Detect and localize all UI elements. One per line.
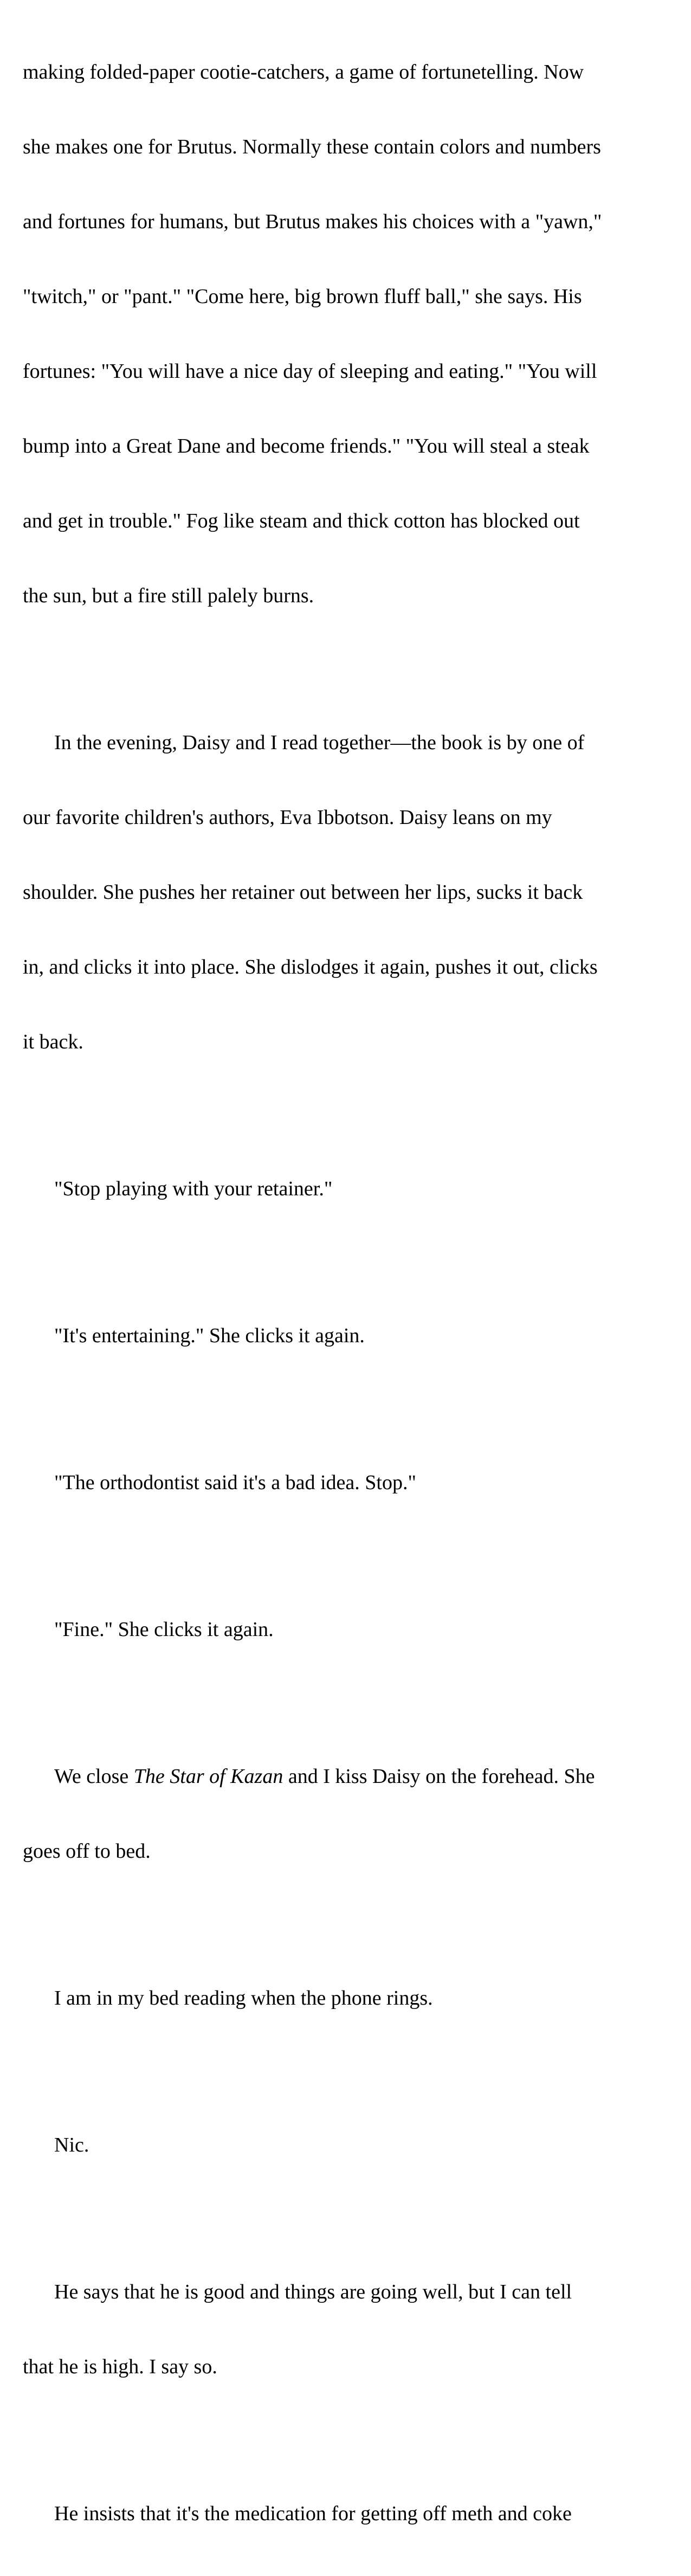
text-line: "It's entertaining." She clicks it again. (54, 1324, 365, 1347)
text-line: shoulder. She pushes her retainer out between her lips, sucks it back (23, 881, 583, 904)
text-line: and fortunes for humans, but Brutus makes his choices with a "yawn," (23, 210, 602, 233)
text-segment: We close (54, 1765, 134, 1788)
text-line: "twitch," or "pant." "Come here, big brown fluff ball," she says. His (23, 285, 582, 308)
text-line: In the evening, Daisy and I read together—the book is by one of (54, 731, 585, 754)
text-line (23, 1764, 673, 1789)
text-line: that he is high. I say so. (23, 2355, 217, 2378)
paragraph-4 (23, 1273, 673, 1398)
text-line: and get in trouble." Fog like steam and thick cotton has blocked out (23, 510, 580, 532)
text-segment: and I kiss Daisy on the forehead. She (283, 1765, 595, 1788)
paragraph-3 (23, 1126, 673, 1251)
paragraph-11 (23, 2451, 673, 2576)
text-line: goes off to bed. (23, 1840, 151, 1863)
text-line: Nic. (54, 2134, 89, 2156)
book-title: The Star of Kazan (133, 1765, 283, 1788)
text-line: our favorite children's authors, Eva Ibbotson. Daisy leans on my (23, 806, 552, 829)
paragraph-7 (23, 1714, 673, 1914)
paragraph-10 (23, 2230, 673, 2429)
paragraph-1 (23, 10, 673, 658)
text-line: the sun, but a fire still palely burns. (23, 584, 314, 607)
paragraph-8 (23, 1936, 673, 2060)
text-line: "Stop playing with your retainer." (54, 1177, 333, 1200)
text-line: "Fine." She clicks it again. (54, 1618, 274, 1641)
text-line: bump into a Great Dane and become friends." "You will steal a steak (23, 435, 590, 458)
text-line: He insists that it's the medication for getting off meth and coke (54, 2502, 572, 2525)
text-line: she makes one for Brutus. Normally these contain colors and numbers (23, 136, 601, 158)
paragraph-6 (23, 1567, 673, 1692)
text-line: "The orthodontist said it's a bad idea. Stop." (54, 1471, 416, 1494)
text-line: I am in my bed reading when the phone rings. (54, 1987, 433, 2010)
text-line: fortunes: "You will have a nice day of sleeping and eating." "You will (23, 360, 597, 383)
text-line: it back. (23, 1031, 83, 1053)
document-page (23, 10, 673, 2576)
text-line: making folded-paper cootie-catchers, a game of fortunetelling. Now (23, 61, 584, 83)
text-line: in, and clicks it into place. She dislodges it again, pushes it out, clicks (23, 956, 598, 978)
text-line: He says that he is good and things are going well, but I can tell (54, 2281, 572, 2303)
paragraph-9 (23, 2083, 673, 2207)
paragraph-5 (23, 1420, 673, 1545)
paragraph-2 (23, 680, 673, 1104)
